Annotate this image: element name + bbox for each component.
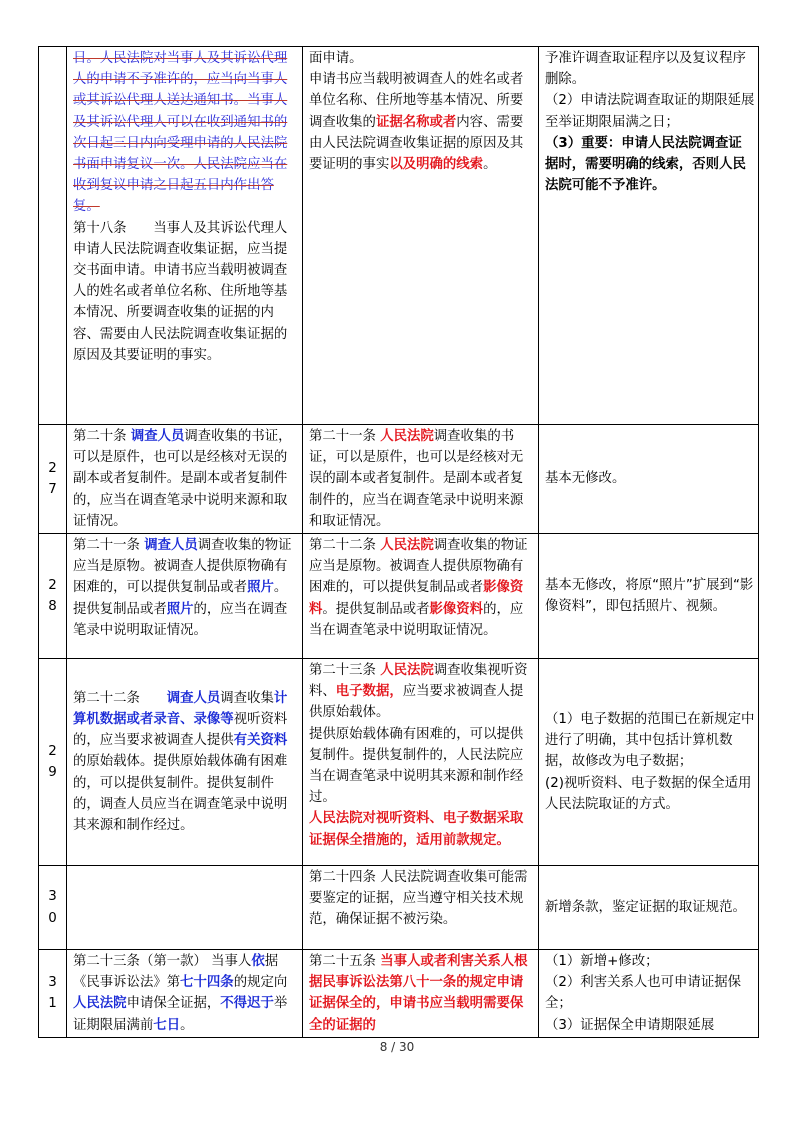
new-text: 内容、需要由人民法院调查收集证据的原因及其要证明的事实: [309, 114, 524, 173]
note-text: 予准许调查取证程序以及复议程序删除。: [545, 51, 746, 88]
row-number: 3 0: [39, 866, 67, 950]
row-number: 2 7: [39, 425, 67, 534]
row-number: 3 1: [39, 950, 67, 1038]
old-rule-cell: 第二十二条 调查人员调查收集计算机数据或者录音、录像等视听资料的，应当要求被调查人提供有关资料的原始载体。提供原始载体确有困难的，可以提供复制件。提供复制件的，调查人员应当在调查笔录中说明其来源和制作经过。: [67, 659, 303, 866]
note-cell: 新增条款，鉴定证据的取证规范。: [539, 866, 759, 950]
new-text: 面申请。: [309, 51, 363, 66]
old-article-text: 第十八条 当事人及其诉讼代理人申请人民法院调查收集证据，应当提交书面申请。申请书应当载明被调查人的姓名或者单位名称、住所地等基本情况、所要调查收集的证据的内容、需要由人民法院调查收集证据的原因及其要证明的事实。: [73, 220, 288, 363]
row-number: 2 9: [39, 659, 67, 866]
row-number: 2 8: [39, 534, 67, 659]
new-rule-cell: [303, 47, 539, 425]
new-rule-cell: 第二十一条 人民法院调查收集的书证，可以是原件，也可以是经核对无误的副本或者复制件。是副本或者复制件的，应当在调查笔录中说明来源和取证情况。: [303, 425, 539, 534]
table-row: [39, 866, 759, 950]
deleted-text: 日。人民法院对当事人及其诉讼代理人的申请不予准许的，应当向当事人或其诉讼代理人送达通知书。当事人及其诉讼代理人可以在收到通知书的次日起三日内向受理申请的人民法院书面申请复议一次。人民法院应当在收到复议申请之日起五日内作出答复。: [73, 51, 288, 215]
old-rule-cell: 第二十条 调查人员调查收集的书证，可以是原件，也可以是经核对无误的副本或者复制件。是副本或者复制件的，应当在调查笔录中说明来源和取证情况。: [67, 425, 303, 534]
new-text: 申请书应当载明被调查人的姓名或者单位名称、住所地等基本情况、所要调查收集的: [309, 72, 524, 130]
comparison-table: [38, 46, 759, 1038]
old-rule-cell: 第二十一条 调查人员调查收集的物证应当是原物。被调查人提供原物确有困难的，可以提供复制品或者照片。提供复制品或者照片的，应当在调查笔录中说明取证情况。: [67, 534, 303, 659]
table-row: [39, 425, 759, 534]
table-row: [39, 534, 759, 659]
old-rule-cell: 第二十三条（第一款） 当事人依据《民事诉讼法》第七十四条的规定向人民法院申请保全证据，不得迟于举证期限届满前七日。: [67, 950, 303, 1038]
row-number: [39, 47, 67, 425]
new-rule-cell: 第二十五条 当事人或者利害关系人根据民事诉讼法第八十一条的规定申请证据保全的，申请书应当载明需要保全的证据的: [303, 950, 539, 1038]
table-row: [39, 950, 759, 1038]
new-rule-cell: 第二十四条 人民法院调查收集可能需要鉴定的证据，应当遵守相关技术规范，确保证据不被污染。: [303, 866, 539, 950]
new-rule-cell: 第二十三条 人民法院调查收集视听资料、电子数据，应当要求被调查人提供原始载体。 提供原始载体确有困难的，可以提供复制件。提供复制件的，人民法院应当在调查笔录中说明其来源和制作经过。 人民法院对视听资料、电子数据采取证据保全措施的，适用前款规定。: [303, 659, 539, 866]
note-cell: [539, 47, 759, 425]
note-cell: （1）电子数据的范围已在新规定中进行了明确，其中包括计算机数据，故修改为电子数据； (2)视听资料、电子数据的保全适用人民法院取证的方式。: [539, 659, 759, 866]
table-row: [39, 47, 759, 425]
note-important-text: （3）重要：申请人民法院调查证据时，需要明确的线索，否则人民法院可能不予准许。: [545, 135, 746, 194]
added-text: 证据名称或者: [375, 114, 457, 130]
note-text: （2）申请法院调查取证的期限延展至举证期限届满之日；: [545, 93, 755, 130]
note-cell: （1）新增+修改； （2）利害关系人也可申请证据保全； （3）证据保全申请期限延展: [539, 950, 759, 1038]
old-rule-cell: [67, 47, 303, 425]
table-row: [39, 659, 759, 866]
new-rule-cell: 第二十二条 人民法院调查收集的物证应当是原物。被调查人提供原物确有困难的，可以提供复制品或者影像资料。提供复制品或者影像资料的，应当在调查笔录中说明取证情况。: [303, 534, 539, 659]
added-text: 以及明确的线索: [389, 157, 484, 173]
new-text: 。: [483, 157, 497, 173]
note-cell: 基本无修改，将原“照片”扩展到“影像资料”，即包括照片、视频。: [539, 534, 759, 659]
page-number: 8 / 30: [379, 1040, 415, 1054]
note-cell: 基本无修改。: [539, 425, 759, 534]
old-rule-cell: [67, 866, 303, 950]
